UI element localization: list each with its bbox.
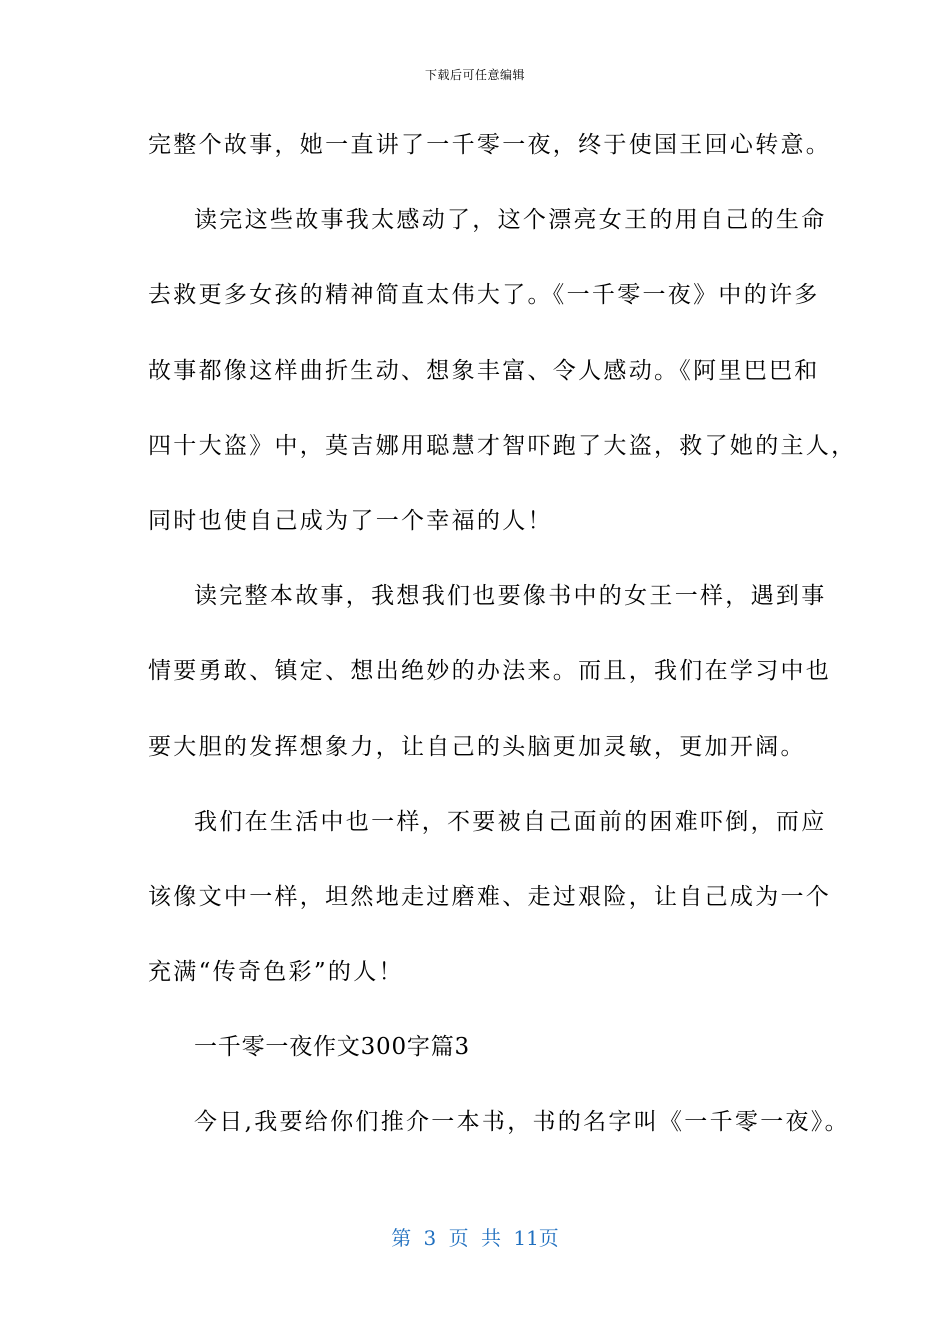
text-line: 要大胆的发挥想象力，让自己的头脑更加灵敏，更加开阔。 — [148, 733, 806, 760]
text-line: 四十大盗》中，莫吉娜用聪慧才智吓跑了大盗，救了她的主人， — [148, 432, 857, 459]
text-line: 情要勇敢、镇定、想出绝妙的办法来。而且，我们在学习中也 — [148, 658, 832, 685]
text-line: 今日,我要给你们推介一本书，书的名字叫《一千零一夜》。 — [194, 1109, 850, 1136]
page-footer — [0, 1224, 950, 1252]
text-line: 读完整本故事，我想我们也要像书中的女王一样，遇到事 — [194, 583, 827, 610]
footer-total-label: 共 — [481, 1226, 501, 1250]
page-header: 下载后可任意编辑 — [424, 68, 525, 82]
text-line: 完整个故事，她一直讲了一千零一夜，终于使国王回心转意。 — [148, 132, 832, 158]
text-line: 故事都像这样曲折生动、想象丰富、令人感动。《阿里巴巴和 — [148, 357, 820, 384]
text-line: 同时也使自己成为了一个幸福的人！ — [148, 507, 553, 534]
footer-page-label: 页 — [448, 1226, 469, 1250]
footer-page-total: 11页 — [513, 1226, 559, 1250]
document-body — [148, 127, 857, 1180]
section-heading: 一千零一夜作文300字篇3 — [194, 1034, 470, 1061]
text-line: 去救更多女孩的精神简直太伟大了。《一千零一夜》中的许多 — [148, 282, 820, 309]
text-line: 充满“传奇色彩”的人！ — [148, 959, 404, 986]
footer-page-current: 3 — [423, 1226, 437, 1250]
text-line: 读完这些故事我太感动了，这个漂亮女王的用自己的生命 — [194, 207, 827, 234]
footer-prefix: 第 — [391, 1226, 412, 1250]
text-line: 该像文中一样，坦然地走过磨难、走过艰险，让自己成为一个 — [148, 883, 832, 910]
text-line: 我们在生活中也一样，不要被自己面前的困难吓倒，而应 — [194, 808, 827, 835]
